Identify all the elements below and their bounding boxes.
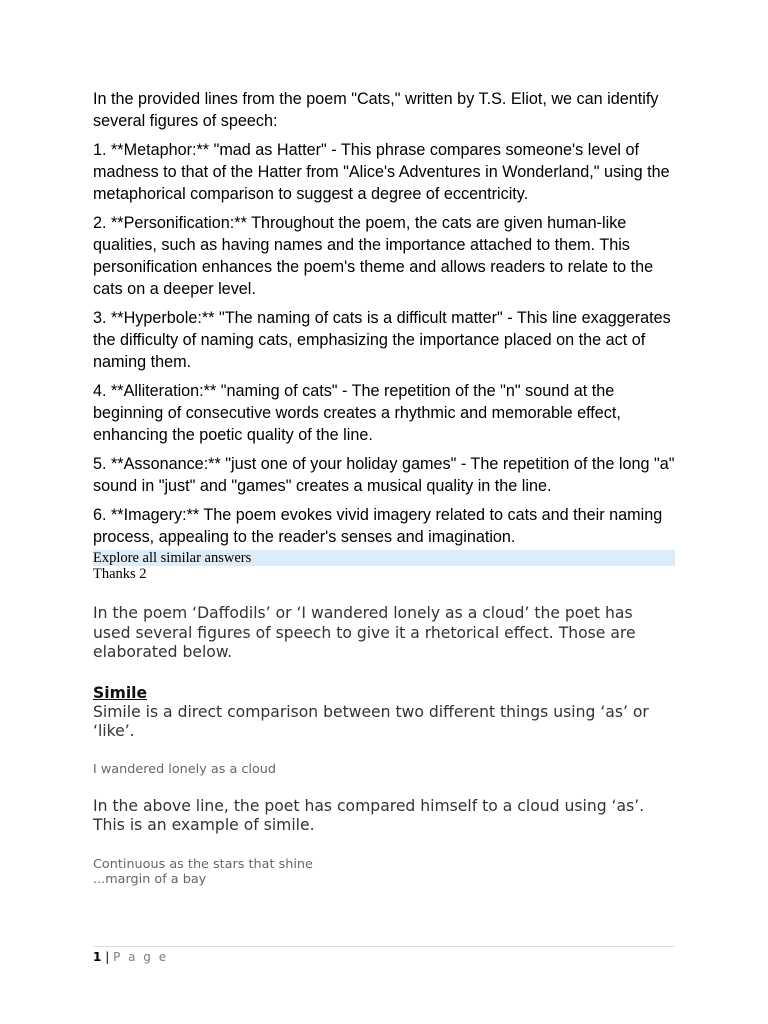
poem-quote: I wandered lonely as a cloud	[93, 761, 277, 777]
list-item-assonance: 5. **Assonance:** "just one of your holiday games" - The repetition of the long "a" sound in "just" and "games" creates a musical quality in the line.	[93, 455, 675, 495]
poem-quote-line: Continuous as the stars that shine	[93, 856, 313, 872]
document-body	[93, 88, 675, 887]
answer-daffodils	[93, 604, 675, 887]
page-label: P a g e	[113, 950, 169, 964]
list-item-personification: 2. **Personification:** Throughout the poem, the cats are given human-like qualities, such as having names and the importance attached to them. This personification enhances the poem's theme and allows readers to relate to the cats on a deeper level.	[93, 214, 654, 298]
list-item-imagery: 6. **Imagery:** The poem evokes vivid imagery related to cats and their naming process, appealing to the reader's senses and imagination.	[93, 506, 663, 546]
simile-definition: Simile is a direct comparison between two different things using ‘as’ or ‘like’.	[93, 702, 649, 740]
list-item-hyperbole: 3. **Hyperbole:** "The naming of cats is a difficult matter" - This line exaggerates the difficulty of naming cats, emphasizing the importance placed on the act of naming them.	[93, 309, 671, 371]
page-footer	[93, 946, 675, 964]
list-item-alliteration: 4. **Alliteration:** "naming of cats" - The repetition of the "n" sound at the beginning of consecutive words creates a rhythmic and memorable effect, enhancing the poetic quality of the line.	[93, 382, 621, 444]
answer-cats	[93, 88, 675, 548]
thanks-count: Thanks 2	[93, 566, 147, 582]
simile-explanation: In the above line, the poet has compared himself to a cloud using ‘as’. This is an example of simile.	[93, 796, 645, 834]
explore-similar-answers-link[interactable]: Explore all similar answers	[93, 550, 675, 566]
footer-separator: |	[105, 950, 110, 964]
section-heading-simile: Simile	[93, 683, 148, 702]
page-number: 1	[93, 950, 102, 964]
poem-quote-line: ...margin of a bay	[93, 871, 207, 887]
answer-intro: In the provided lines from the poem "Cats," written by T.S. Eliot, we can identify several figures of speech:	[93, 90, 659, 130]
daffodils-intro: In the poem ‘Daffodils’ or ‘I wandered lonely as a cloud’ the poet has used several figures of speech to give it a rhetorical effect. Those are elaborated below.	[93, 604, 636, 661]
list-item-metaphor: 1. **Metaphor:** "mad as Hatter" - This phrase compares someone's level of madness to that of the Hatter from "Alice's Adventures in Wonderland," using the metaphorical comparison to suggest a degree of eccentricity.	[93, 141, 670, 203]
